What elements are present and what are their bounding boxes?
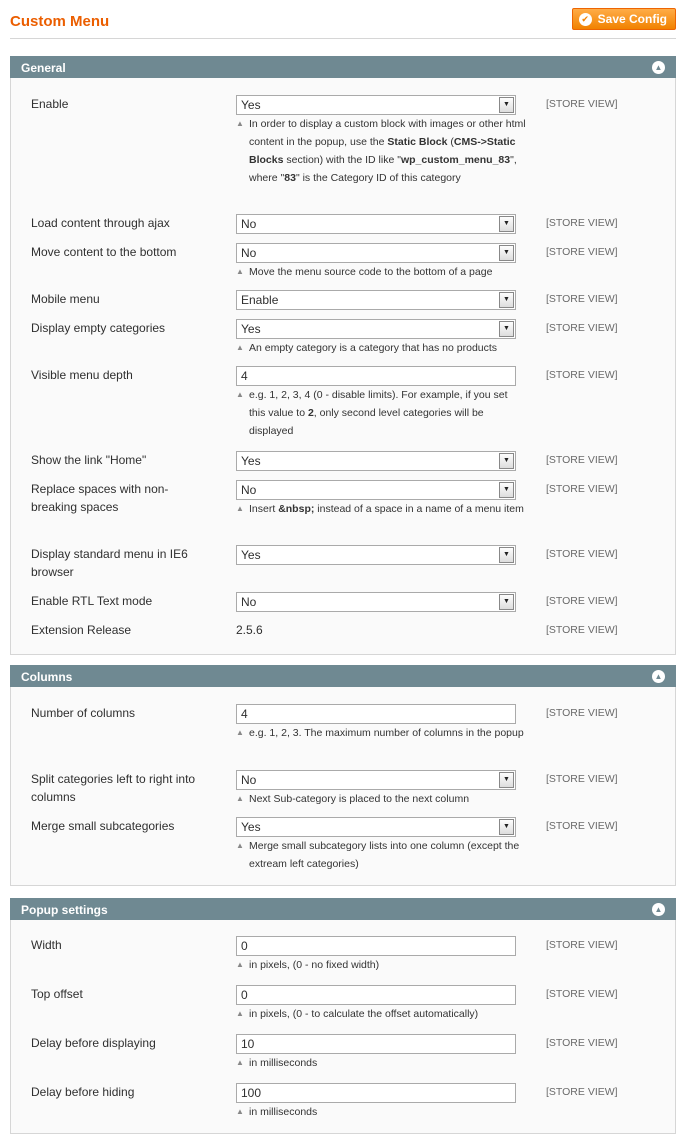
note-arrow-icon: ▲: [236, 267, 244, 276]
note-arrow-icon: ▲: [236, 841, 244, 850]
top-offset-note-text: in pixels, (0 - to calculate the offset automatically): [249, 1008, 479, 1020]
depth-note-text-2: , only second level categories will be displayed: [249, 407, 484, 437]
rtl-label: Enable RTL Text mode: [31, 594, 153, 608]
empty-value: Yes: [241, 322, 261, 336]
mobile-select[interactable]: [236, 290, 516, 310]
section-columns-body: [10, 687, 676, 886]
ie6-value: Yes: [241, 548, 261, 562]
width-label: Width: [31, 938, 62, 952]
dropdown-arrow-icon: ▼: [499, 772, 514, 788]
enable-note-text-4: ", where ": [249, 154, 517, 184]
delay-show-label: Delay before displaying: [31, 1036, 156, 1050]
depth-note: [236, 386, 526, 440]
scope-label: [STORE VIEW]: [546, 293, 618, 305]
note-arrow-icon: ▲: [236, 728, 244, 737]
empty-note: [236, 339, 526, 357]
dropdown-arrow-icon: ▼: [499, 482, 514, 498]
split-note-text: Next Sub-category is placed to the next column: [249, 793, 470, 805]
dropdown-arrow-icon: ▼: [499, 292, 514, 308]
ajax-label: Load content through ajax: [31, 216, 170, 230]
scope-label: [STORE VIEW]: [546, 369, 618, 381]
note-arrow-icon: ▲: [236, 1009, 244, 1018]
scope-label: [STORE VIEW]: [546, 707, 618, 719]
enable-note-text-5: " is the Category ID of this category: [295, 172, 461, 184]
empty-note-text: An empty category is a category that has no products: [249, 342, 498, 354]
nbsp-label: Replace spaces with non-breaking spaces: [31, 482, 169, 514]
columns-count-input[interactable]: [236, 704, 516, 724]
section-popup: [10, 898, 676, 1134]
note-arrow-icon: ▲: [236, 343, 244, 352]
mobile-value: Enable: [241, 293, 279, 307]
enable-note-bold-4: 83: [284, 172, 296, 184]
merge-label: Merge small subcategories: [31, 819, 175, 833]
note-arrow-icon: ▲: [236, 1058, 244, 1067]
nbsp-note-bold: &nbsp;: [278, 503, 315, 515]
check-circle-icon: ✔: [579, 13, 592, 26]
collapse-icon[interactable]: ▲: [652, 61, 665, 74]
split-note: [236, 790, 526, 808]
rtl-value: No: [241, 595, 257, 609]
depth-note-bold: 2: [307, 407, 314, 419]
width-note-text: in pixels, (0 - no fixed width): [249, 959, 380, 971]
scope-label: [STORE VIEW]: [546, 988, 618, 1000]
save-config-button[interactable]: [572, 8, 676, 30]
scope-label: [STORE VIEW]: [546, 1086, 618, 1098]
section-general-body: [10, 78, 676, 655]
scope-label: [STORE VIEW]: [546, 548, 618, 560]
scope-label: [STORE VIEW]: [546, 98, 618, 110]
delay-hide-note-text: in milliseconds: [249, 1106, 318, 1118]
top-offset-input[interactable]: [236, 985, 516, 1005]
move-bottom-note-text: Move the menu source code to the bottom of a page: [249, 266, 493, 278]
section-columns-title: Columns: [21, 670, 73, 684]
columns-count-note: [236, 724, 526, 742]
home-label: Show the link "Home": [31, 453, 147, 467]
scope-label: [STORE VIEW]: [546, 454, 618, 466]
width-value: 0: [241, 939, 248, 953]
nbsp-note: [236, 500, 526, 518]
enable-note-text-3: section) with the ID like ": [283, 154, 401, 166]
move-bottom-value: No: [241, 246, 257, 260]
nbsp-note-text-2: instead of a space in a name of a menu item: [314, 503, 524, 515]
delay-hide-value: 100: [241, 1086, 262, 1100]
scope-label: [STORE VIEW]: [546, 939, 618, 951]
scope-label: [STORE VIEW]: [546, 773, 618, 785]
home-value: Yes: [241, 454, 261, 468]
columns-count-value: 4: [241, 707, 248, 721]
scope-label: [STORE VIEW]: [546, 595, 618, 607]
release-value: 2.5.6: [236, 623, 263, 637]
scope-label: [STORE VIEW]: [546, 1037, 618, 1049]
columns-count-note-text: e.g. 1, 2, 3. The maximum number of columns in the popup: [249, 727, 524, 739]
enable-note-bold-1: Static Block: [387, 136, 448, 148]
depth-label: Visible menu depth: [31, 368, 133, 382]
columns-count-label: Number of columns: [31, 706, 136, 720]
ie6-select[interactable]: [236, 545, 516, 565]
delay-hide-input[interactable]: [236, 1083, 516, 1103]
move-bottom-select[interactable]: [236, 243, 516, 263]
top-offset-label: Top offset: [31, 987, 83, 1001]
split-label: Split categories left to right into columns: [31, 772, 196, 804]
collapse-icon[interactable]: ▲: [652, 670, 665, 683]
note-arrow-icon: ▲: [236, 390, 244, 399]
delay-show-note: [236, 1054, 526, 1072]
dropdown-arrow-icon: ▼: [499, 547, 514, 563]
nbsp-value: No: [241, 483, 257, 497]
delay-show-value: 10: [241, 1037, 255, 1051]
enable-note-text-1: In order to display a custom block with images or other html content in the popup, use the: [249, 118, 526, 148]
delay-hide-label: Delay before hiding: [31, 1085, 135, 1099]
empty-label: Display empty categories: [31, 321, 166, 335]
top-offset-note: [236, 1005, 526, 1023]
top-offset-value: 0: [241, 988, 248, 1002]
delay-show-input[interactable]: [236, 1034, 516, 1054]
note-arrow-icon: ▲: [236, 504, 244, 513]
ie6-label: Display standard menu in IE6 browser: [31, 547, 188, 579]
scope-label: [STORE VIEW]: [546, 820, 618, 832]
dropdown-arrow-icon: ▼: [499, 245, 514, 261]
section-columns-header[interactable]: [10, 665, 676, 687]
section-general: [10, 56, 676, 655]
merge-value: Yes: [241, 820, 261, 834]
home-select[interactable]: [236, 451, 516, 471]
merge-note-text: Merge small subcategory lists into one column (except the extream left categories): [249, 840, 520, 870]
scope-label: [STORE VIEW]: [546, 624, 618, 636]
section-popup-header[interactable]: [10, 898, 676, 920]
nbsp-note-text-1: Insert: [249, 503, 279, 515]
enable-note-bold-2: CMS->Static Blocks: [249, 136, 516, 166]
split-select[interactable]: [236, 770, 516, 790]
rtl-select[interactable]: [236, 592, 516, 612]
delay-hide-note: [236, 1103, 526, 1121]
nbsp-select[interactable]: [236, 480, 516, 500]
section-popup-body: [10, 920, 676, 1134]
scope-label: [STORE VIEW]: [546, 483, 618, 495]
enable-note-text-2: (: [447, 136, 454, 148]
page-header: [10, 8, 676, 39]
section-popup-title: Popup settings: [21, 903, 108, 917]
split-value: No: [241, 773, 257, 787]
depth-value: 4: [241, 369, 248, 383]
move-bottom-note: [236, 263, 526, 281]
merge-select[interactable]: [236, 817, 516, 837]
delay-show-note-text: in milliseconds: [249, 1057, 318, 1069]
save-config-label: Save Config: [597, 12, 667, 26]
mobile-label: Mobile menu: [31, 292, 100, 306]
note-arrow-icon: ▲: [236, 960, 244, 969]
scope-label: [STORE VIEW]: [546, 217, 618, 229]
dropdown-arrow-icon: ▼: [499, 321, 514, 337]
dropdown-arrow-icon: ▼: [499, 216, 514, 232]
dropdown-arrow-icon: ▼: [499, 97, 514, 113]
width-input[interactable]: [236, 936, 516, 956]
dropdown-arrow-icon: ▼: [499, 819, 514, 835]
scope-label: [STORE VIEW]: [546, 246, 618, 258]
collapse-icon[interactable]: ▲: [652, 903, 665, 916]
scope-label: [STORE VIEW]: [546, 322, 618, 334]
release-label: Extension Release: [31, 623, 132, 637]
page-title: Custom Menu: [10, 13, 110, 30]
enable-select[interactable]: [236, 95, 516, 115]
note-arrow-icon: ▲: [236, 1107, 244, 1116]
depth-note-text-1: e.g. 1, 2, 3, 4 (0 - disable limits). For example, if you set this value to: [249, 389, 508, 419]
move-bottom-label: Move content to the bottom: [31, 245, 177, 259]
enable-label: Enable: [31, 97, 69, 111]
merge-note: [236, 837, 526, 873]
dropdown-arrow-icon: ▼: [499, 594, 514, 610]
ajax-value: No: [241, 217, 257, 231]
enable-note: [236, 115, 526, 187]
ajax-select[interactable]: [236, 214, 516, 234]
note-arrow-icon: ▲: [236, 119, 244, 128]
section-general-title: General: [21, 61, 66, 75]
width-note: [236, 956, 526, 974]
enable-note-bold-3: wp_custom_menu_83: [400, 154, 511, 166]
empty-select[interactable]: [236, 319, 516, 339]
depth-input[interactable]: [236, 366, 516, 386]
enable-value: Yes: [241, 98, 261, 112]
section-general-header[interactable]: [10, 56, 676, 78]
section-columns: [10, 665, 676, 886]
dropdown-arrow-icon: ▼: [499, 453, 514, 469]
note-arrow-icon: ▲: [236, 794, 244, 803]
